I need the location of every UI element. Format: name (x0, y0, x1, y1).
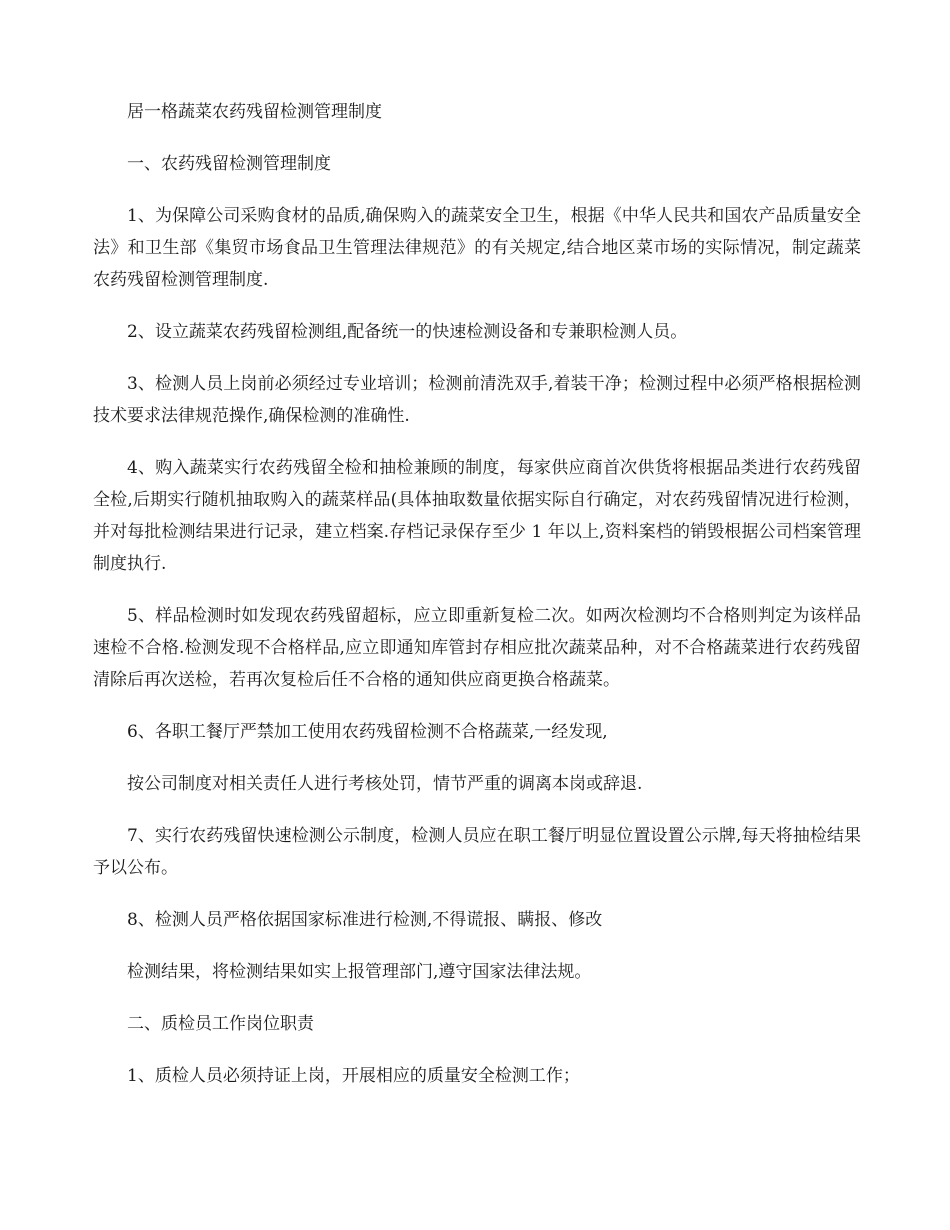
section-heading-1: 一、农药残留检测管理制度 (127, 154, 331, 174)
paragraph-8a: 8、检测人员严格依据国家标准进行检测,不得谎报、瞒报、修改 (127, 910, 603, 930)
document-title: 居一格蔬菜农药残留检测管理制度 (127, 102, 382, 122)
document-page (93, 96, 861, 1092)
paragraph-2: 2、设立蔬菜农药残留检测组,配备统一的快速检测设备和专兼职检测人员。 (127, 322, 688, 342)
paragraph-3: 3、检测人员上岗前必须经过专业培训；检测前清洗双手,着装干净；检测过程中必须严格根据检测技术要求法律规范操作,确保检测的准确性. (93, 374, 861, 426)
paragraph-6b: 按公司制度对相关责任人进行考核处罚，情节严重的调离本岗或辞退. (127, 774, 643, 794)
section-heading-2: 二、质检员工作岗位职责 (127, 1014, 314, 1034)
paragraph-4: 4、购入蔬菜实行农药残留全检和抽检兼顾的制度，每家供应商首次供货将根据品类进行农药残留全检,后期实行随机抽取购入的蔬菜样品(具体抽取数量依据实际自行确定，对农药残留情况进行检测，并对每批检测结果进行记录，建立档案.存档记录保存至少 1 年以上,资料案档的销毁根据公司档案管理制度执行. (93, 458, 861, 574)
paragraph-7: 7、实行农药残留快速检测公示制度，检测人员应在职工餐厅明显位置设置公示牌,每天将抽检结果予以公布。 (93, 826, 861, 878)
paragraph-qc-1: 1、质检人员必须持证上岗，开展相应的质量安全检测工作； (127, 1066, 580, 1086)
paragraph-8b: 检测结果，将检测结果如实上报管理部门,遵守国家法律法规。 (127, 962, 592, 982)
paragraph-1: 1、为保障公司采购食材的品质,确保购入的蔬菜安全卫生，根据《中华人民共和国农产品质量安全法》和卫生部《集贸市场食品卫生管理法律规范》的有关规定,结合地区菜市场的实际情况，制定蔬菜农药残留检测管理制度. (93, 206, 861, 290)
paragraph-5: 5、样品检测时如发现农药残留超标，应立即重新复检二次。如两次检测均不合格则判定为该样品速检不合格.检测发现不合格样品,应立即通知库管封存相应批次蔬菜品种，对不合格蔬菜进行农药残留清除后再次送检，若再次复检后任不合格的通知供应商更换合格蔬菜。 (93, 606, 861, 690)
paragraph-6a: 6、各职工餐厅严禁加工使用农药残留检测不合格蔬菜,一经发现, (127, 722, 608, 742)
